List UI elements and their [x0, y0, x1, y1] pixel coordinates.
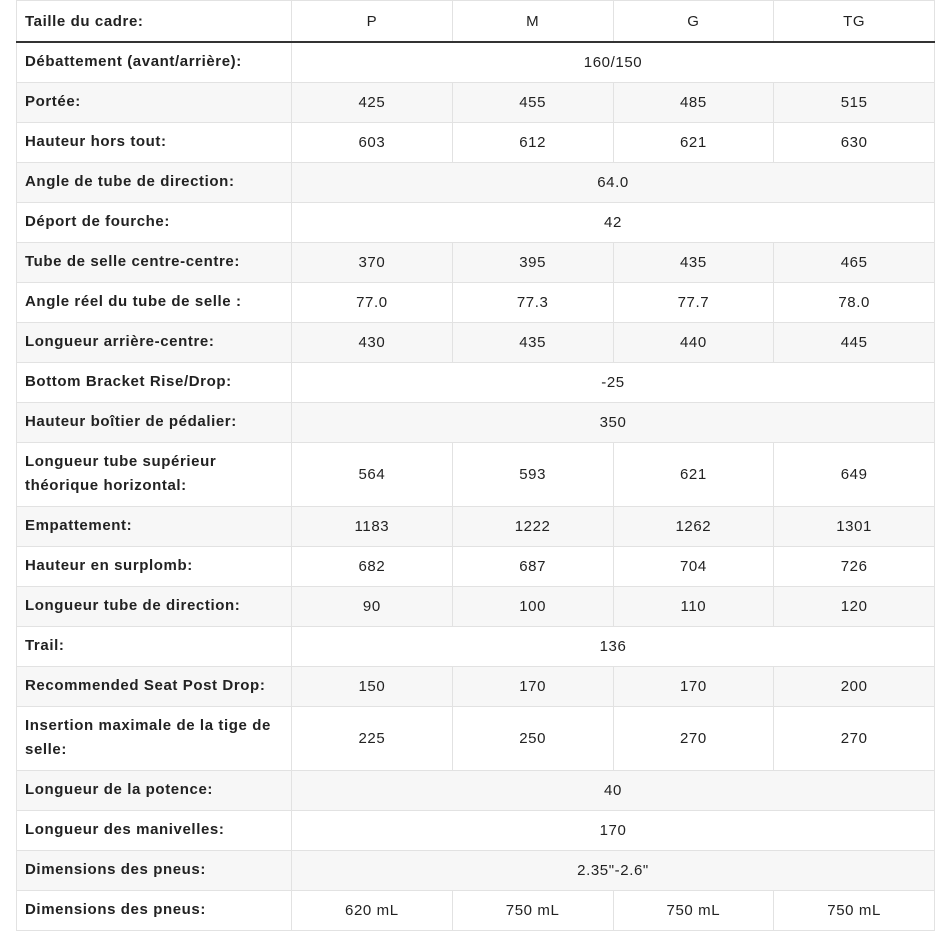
row-label: Empattement: [17, 506, 292, 546]
table-row [17, 202, 935, 242]
row-value-all-sizes: 170 [292, 810, 935, 850]
size-header-tg: TG [774, 1, 935, 43]
table-row [17, 706, 935, 770]
row-value-tg: 270 [774, 706, 935, 770]
geometry-table-wrapper [16, 0, 934, 931]
row-value-m: 250 [452, 706, 613, 770]
table-row [17, 402, 935, 442]
row-label: Longueur des manivelles: [17, 810, 292, 850]
row-value-m: 1222 [452, 506, 613, 546]
row-value-tg: 515 [774, 82, 935, 122]
size-header-p: P [292, 1, 453, 43]
table-row [17, 442, 935, 506]
row-value-p: 1183 [292, 506, 453, 546]
row-value-p: 620 mL [292, 890, 453, 930]
table-row [17, 42, 935, 82]
row-label: Déport de fourche: [17, 202, 292, 242]
row-value-g: 110 [613, 586, 774, 626]
geometry-table [16, 0, 935, 931]
row-value-g: 485 [613, 82, 774, 122]
row-value-tg: 120 [774, 586, 935, 626]
row-value-g: 621 [613, 442, 774, 506]
row-value-tg: 1301 [774, 506, 935, 546]
row-value-m: 77.3 [452, 282, 613, 322]
table-row [17, 282, 935, 322]
row-value-tg: 200 [774, 666, 935, 706]
row-value-m: 593 [452, 442, 613, 506]
row-label: Hauteur boîtier de pédalier: [17, 402, 292, 442]
table-row [17, 122, 935, 162]
row-label: Angle de tube de direction: [17, 162, 292, 202]
row-value-m: 170 [452, 666, 613, 706]
row-value-m: 687 [452, 546, 613, 586]
row-label: Angle réel du tube de selle : [17, 282, 292, 322]
table-row [17, 890, 935, 930]
row-value-p: 77.0 [292, 282, 453, 322]
row-value-tg: 445 [774, 322, 935, 362]
row-label: Bottom Bracket Rise/Drop: [17, 362, 292, 402]
row-value-g: 435 [613, 242, 774, 282]
row-value-all-sizes: 42 [292, 202, 935, 242]
row-value-g: 77.7 [613, 282, 774, 322]
row-value-m: 435 [452, 322, 613, 362]
row-value-m: 750 mL [452, 890, 613, 930]
row-label: Insertion maximale de la tige de selle: [17, 706, 292, 770]
row-value-m: 395 [452, 242, 613, 282]
row-label: Trail: [17, 626, 292, 666]
row-value-p: 603 [292, 122, 453, 162]
row-value-p: 150 [292, 666, 453, 706]
row-value-p: 564 [292, 442, 453, 506]
row-value-g: 170 [613, 666, 774, 706]
row-value-g: 270 [613, 706, 774, 770]
row-value-tg: 630 [774, 122, 935, 162]
row-value-m: 100 [452, 586, 613, 626]
table-row [17, 586, 935, 626]
table-row [17, 546, 935, 586]
row-value-tg: 726 [774, 546, 935, 586]
row-label: Dimensions des pneus: [17, 890, 292, 930]
row-value-g: 440 [613, 322, 774, 362]
row-label: Recommended Seat Post Drop: [17, 666, 292, 706]
row-value-all-sizes: 64.0 [292, 162, 935, 202]
row-value-g: 1262 [613, 506, 774, 546]
row-value-g: 704 [613, 546, 774, 586]
row-value-all-sizes: 350 [292, 402, 935, 442]
row-label: Dimensions des pneus: [17, 850, 292, 890]
row-value-tg: 649 [774, 442, 935, 506]
table-row [17, 850, 935, 890]
table-row [17, 626, 935, 666]
row-label: Tube de selle centre-centre: [17, 242, 292, 282]
row-value-p: 682 [292, 546, 453, 586]
row-value-tg: 78.0 [774, 282, 935, 322]
row-value-m: 612 [452, 122, 613, 162]
size-header-m: M [452, 1, 613, 43]
frame-size-header: Taille du cadre: [17, 1, 292, 43]
row-value-g: 750 mL [613, 890, 774, 930]
table-header-row [17, 1, 935, 43]
row-value-g: 621 [613, 122, 774, 162]
table-row [17, 506, 935, 546]
row-value-all-sizes: -25 [292, 362, 935, 402]
row-label: Hauteur en surplomb: [17, 546, 292, 586]
row-value-all-sizes: 160/150 [292, 42, 935, 82]
row-label: Longueur arrière-centre: [17, 322, 292, 362]
row-value-all-sizes: 136 [292, 626, 935, 666]
row-value-all-sizes: 40 [292, 770, 935, 810]
row-label: Longueur tube de direction: [17, 586, 292, 626]
row-value-tg: 465 [774, 242, 935, 282]
table-row [17, 770, 935, 810]
row-label: Longueur de la potence: [17, 770, 292, 810]
row-value-p: 225 [292, 706, 453, 770]
size-header-g: G [613, 1, 774, 43]
row-value-p: 90 [292, 586, 453, 626]
row-value-all-sizes: 2.35"-2.6" [292, 850, 935, 890]
row-value-p: 430 [292, 322, 453, 362]
table-row [17, 162, 935, 202]
table-row [17, 322, 935, 362]
row-label: Portée: [17, 82, 292, 122]
row-label: Hauteur hors tout: [17, 122, 292, 162]
row-label: Longueur tube supérieur théorique horizontal: [17, 442, 292, 506]
table-row [17, 666, 935, 706]
table-row [17, 362, 935, 402]
table-row [17, 82, 935, 122]
table-row [17, 242, 935, 282]
row-value-p: 425 [292, 82, 453, 122]
table-body [17, 42, 935, 930]
table-row [17, 810, 935, 850]
row-value-p: 370 [292, 242, 453, 282]
row-label: Débattement (avant/arrière): [17, 42, 292, 82]
row-value-m: 455 [452, 82, 613, 122]
row-value-tg: 750 mL [774, 890, 935, 930]
